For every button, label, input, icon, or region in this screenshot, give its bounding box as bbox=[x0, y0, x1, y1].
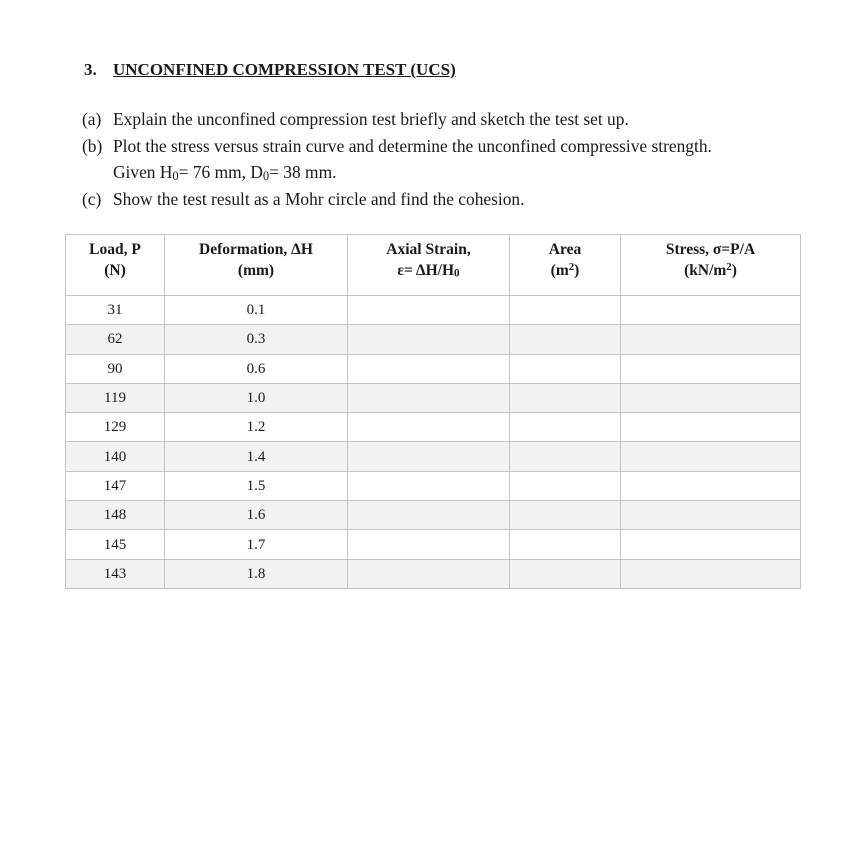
cell-stress[interactable] bbox=[621, 325, 801, 354]
given-h-subscript: 0 bbox=[172, 168, 179, 183]
header-load: Load, P (N) bbox=[66, 235, 165, 296]
given-d-subscript: 0 bbox=[262, 168, 270, 183]
question-b bbox=[82, 133, 712, 160]
cell-stress[interactable] bbox=[621, 471, 801, 500]
header-stress: Stress, σ=P/A $(kN/m^2)$ bbox=[621, 235, 801, 296]
cell-area[interactable] bbox=[510, 354, 621, 383]
table-row bbox=[66, 559, 801, 588]
test-data-table bbox=[65, 234, 801, 589]
question-c-text: Show the test result as a Mohr circle and find the cohesion. bbox=[113, 188, 525, 209]
cell-area[interactable] bbox=[510, 471, 621, 500]
question-b-label: (b) bbox=[82, 135, 103, 156]
cell-area[interactable] bbox=[510, 559, 621, 588]
cell-stress[interactable] bbox=[621, 413, 801, 442]
table-row bbox=[66, 325, 801, 354]
question-a bbox=[82, 106, 712, 133]
cell-stress[interactable] bbox=[621, 559, 801, 588]
cell-strain[interactable] bbox=[348, 559, 510, 588]
question-c-label: (c) bbox=[82, 188, 102, 209]
cell-load: 140 bbox=[66, 442, 165, 471]
section-heading bbox=[84, 60, 456, 80]
given-d-value: = 38 mm. bbox=[269, 162, 337, 182]
cell-deformation: 1.5 bbox=[165, 471, 348, 500]
question-b-given bbox=[82, 159, 712, 186]
cell-deformation: 1.7 bbox=[165, 530, 348, 559]
question-c bbox=[82, 186, 712, 213]
table-row bbox=[66, 501, 801, 530]
cell-stress[interactable] bbox=[621, 530, 801, 559]
cell-load: 119 bbox=[66, 383, 165, 412]
cell-strain[interactable] bbox=[348, 471, 510, 500]
question-a-label: (a) bbox=[82, 109, 102, 129]
table-row bbox=[66, 296, 801, 325]
question-list bbox=[82, 106, 712, 212]
cell-deformation: 1.2 bbox=[165, 413, 348, 442]
cell-deformation: 1.4 bbox=[165, 442, 348, 471]
cell-area[interactable] bbox=[510, 325, 621, 354]
cell-area[interactable] bbox=[510, 296, 621, 325]
cell-stress[interactable] bbox=[621, 383, 801, 412]
cell-strain[interactable] bbox=[348, 354, 510, 383]
cell-strain[interactable] bbox=[348, 442, 510, 471]
cell-deformation: 1.8 bbox=[165, 559, 348, 588]
cell-strain[interactable] bbox=[348, 501, 510, 530]
table-row bbox=[66, 442, 801, 471]
cell-strain[interactable] bbox=[348, 296, 510, 325]
cell-strain[interactable] bbox=[348, 383, 510, 412]
table-header-row bbox=[66, 235, 801, 296]
cell-stress[interactable] bbox=[621, 354, 801, 383]
header-axial-strain: Axial Strain, $\varepsilon= \Delta H/H_0$ bbox=[348, 235, 510, 296]
section-title: UNCONFINED COMPRESSION TEST (UCS) bbox=[113, 60, 456, 79]
cell-stress[interactable] bbox=[621, 442, 801, 471]
question-b-text: Plot the stress versus strain curve and determine the unconfined compressive strength. bbox=[113, 135, 712, 156]
cell-deformation: 1.6 bbox=[165, 501, 348, 530]
given-prefix: Given H bbox=[113, 162, 173, 182]
table-row bbox=[66, 471, 801, 500]
cell-deformation: 0.1 bbox=[165, 296, 348, 325]
table-row bbox=[66, 354, 801, 383]
header-area: Area $(m^2)$ bbox=[510, 235, 621, 296]
cell-load: 148 bbox=[66, 501, 165, 530]
cell-load: 129 bbox=[66, 413, 165, 442]
cell-load: 31 bbox=[66, 296, 165, 325]
cell-deformation: 0.6 bbox=[165, 354, 348, 383]
cell-area[interactable] bbox=[510, 383, 621, 412]
cell-load: 147 bbox=[66, 471, 165, 500]
cell-load: 62 bbox=[66, 325, 165, 354]
table-row bbox=[66, 383, 801, 412]
cell-deformation: 0.3 bbox=[165, 325, 348, 354]
cell-load: 90 bbox=[66, 354, 165, 383]
cell-area[interactable] bbox=[510, 501, 621, 530]
cell-strain[interactable] bbox=[348, 325, 510, 354]
cell-area[interactable] bbox=[510, 413, 621, 442]
cell-area[interactable] bbox=[510, 530, 621, 559]
section-number: 3. bbox=[84, 60, 97, 79]
cell-area[interactable] bbox=[510, 442, 621, 471]
table-row bbox=[66, 530, 801, 559]
cell-stress[interactable] bbox=[621, 296, 801, 325]
given-h-value: = 76 mm, D bbox=[178, 162, 263, 182]
header-deformation: Deformation, ΔH (mm) bbox=[165, 235, 348, 296]
cell-load: 143 bbox=[66, 559, 165, 588]
cell-stress[interactable] bbox=[621, 501, 801, 530]
cell-deformation: 1.0 bbox=[165, 383, 348, 412]
table-row bbox=[66, 413, 801, 442]
cell-load: 145 bbox=[66, 530, 165, 559]
cell-strain[interactable] bbox=[348, 530, 510, 559]
cell-strain[interactable] bbox=[348, 413, 510, 442]
question-a-text: Explain the unconfined compression test briefly and sketch the test set up. bbox=[113, 109, 629, 129]
